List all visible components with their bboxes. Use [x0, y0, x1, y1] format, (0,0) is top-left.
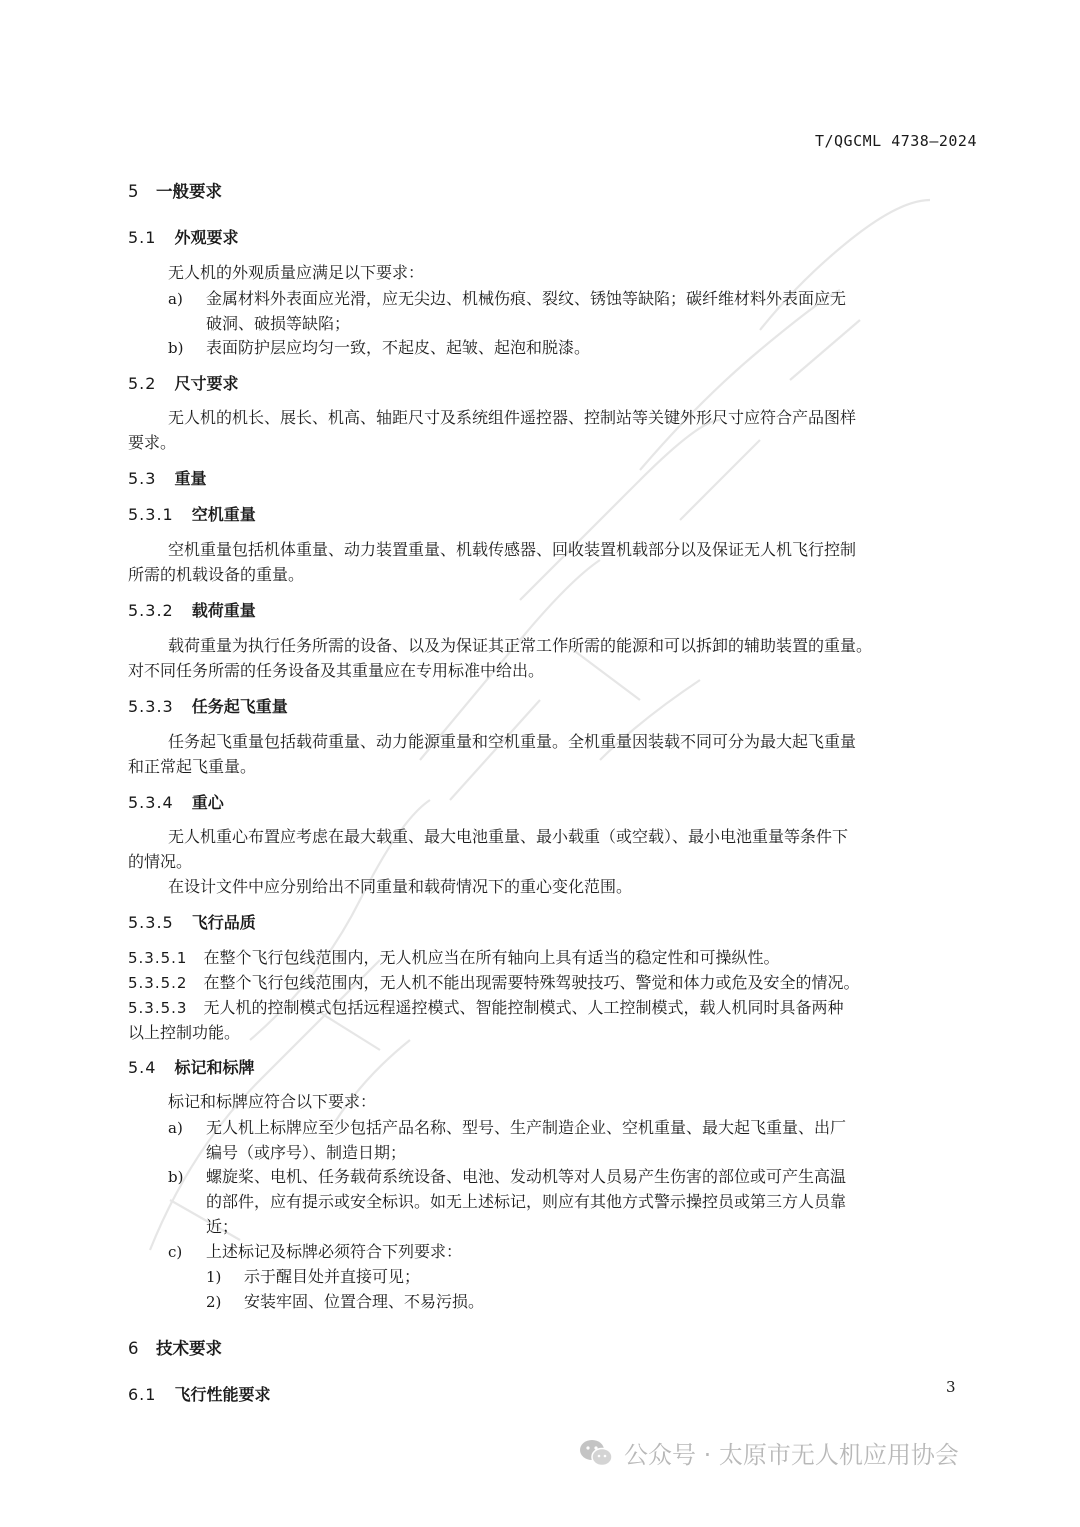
list-text: 无人机上标牌应至少包括产品名称、型号、生产制造企业、空机重量、最大起飞重量、出厂: [206, 1118, 847, 1137]
list-text-continued: 编号（或序号）、制造日期；: [206, 1143, 407, 1162]
list-marker: 1): [206, 1268, 222, 1286]
section-title: 技术要求: [156, 1339, 222, 1358]
list-item: [168, 1164, 846, 1187]
list-text: 表面防护层应均匀一致，不起皮、起皱、起泡和脱漆。: [206, 338, 591, 357]
list-text-continued: 的部件，应有提示或安全标识。如无上述标记，则应有其他方式警示操控员或第三方人员靠: [206, 1192, 847, 1211]
section-title: 飞行性能要求: [174, 1385, 271, 1404]
section-title: 一般要求: [156, 182, 222, 201]
section-title: 任务起飞重量: [191, 697, 288, 716]
list-marker: a): [168, 290, 183, 308]
section-5-3-5-heading: [128, 910, 256, 933]
section-6-heading: [128, 1335, 222, 1359]
clause-number: 5.3.5.3: [128, 999, 188, 1017]
page-number: 3: [946, 1378, 956, 1396]
section-5-2-heading: [128, 371, 238, 394]
footer-brand-text: 公众号 · 太原市无人机应用协会: [624, 1441, 959, 1469]
section-title: 重量: [174, 469, 207, 488]
clause: [128, 995, 844, 1018]
section-title: 飞行品质: [191, 913, 256, 932]
paragraph: 无人机重心布置应考虑在最大载重、最大电池重量、最小载重（或空载）、最小电池重量等条件下: [168, 827, 849, 846]
clause-number: 5.3.5.1: [128, 949, 188, 967]
section-5-3-heading: [128, 466, 206, 489]
paragraph-continued: 要求。: [128, 433, 177, 452]
clause-number: 5.3.5.2: [128, 974, 188, 992]
clause-continued: 以上控制功能。: [128, 1023, 241, 1042]
section-number: 5.3.1: [128, 505, 174, 524]
section-number: 5.3.5: [128, 913, 174, 932]
list-text: 上述标记及标牌必须符合下列要求：: [206, 1242, 463, 1261]
section-number: 5.3.4: [128, 793, 174, 812]
section-number: 5.2: [128, 374, 157, 393]
section-number: 5.3.2: [128, 601, 174, 620]
list-marker: b): [168, 1168, 184, 1186]
section-number: 6: [128, 1339, 140, 1358]
list-marker: a): [168, 1119, 183, 1137]
section-number: 5.3.3: [128, 697, 174, 716]
list-marker: c): [168, 1243, 183, 1261]
sub-list-item: [206, 1264, 420, 1287]
list-item: [168, 335, 590, 358]
list-marker: b): [168, 339, 184, 357]
sub-list-item: [206, 1289, 484, 1312]
list-item: [168, 286, 846, 309]
section-5-3-4-heading: [128, 790, 224, 813]
paragraph: 载荷重量为执行任务所需的设备、以及为保证其正常工作所需的能源和可以拆卸的辅助装置的重量。: [168, 636, 873, 655]
paragraph: 任务起飞重量包括载荷重量、动力能源重量和空机重量。全机重量因装载不同可分为最大起飞重量: [168, 732, 857, 751]
paragraph-continued: 和正常起飞重量。: [128, 757, 257, 776]
clause: [128, 945, 780, 968]
section-title: 重心: [191, 793, 224, 812]
list-text: 螺旋桨、电机、任务载荷系统设备、电池、发动机等对人员易产生伤害的部位或可产生高温: [206, 1167, 847, 1186]
list-marker: 2): [206, 1293, 222, 1311]
section-title: 尺寸要求: [174, 374, 239, 393]
footer-watermark: [578, 1435, 959, 1470]
section-number: 6.1: [128, 1385, 157, 1404]
paragraph: 在设计文件中应分别给出不同重量和载荷情况下的重心变化范围。: [168, 877, 633, 896]
section-title: 空机重量: [191, 505, 256, 524]
paragraph-continued: 对不同任务所需的任务设备及其重量应在专用标准中给出。: [128, 661, 545, 680]
wechat-icon: [578, 1438, 614, 1468]
section-number: 5.4: [128, 1058, 157, 1077]
section-5-heading: [128, 178, 222, 202]
section-number: 5.1: [128, 228, 157, 247]
clause-text: 在整个飞行包线范围内，无人机应当在所有轴向上具有适当的稳定性和可操纵性。: [203, 948, 780, 967]
list-text-continued: 近；: [206, 1217, 239, 1236]
section-title: 载荷重量: [191, 601, 256, 620]
section-5-3-3-heading: [128, 694, 288, 717]
list-item: [168, 1239, 462, 1262]
standard-code: T/QGCML 4738—2024: [814, 132, 977, 150]
clause-text: 在整个飞行包线范围内，无人机不能出现需要特殊驾驶技巧、警觉和体力或危及安全的情况。: [203, 973, 860, 992]
paragraph: 无人机的机长、展长、机高、轴距尺寸及系统组件遥控器、控制站等关键外形尺寸应符合产品图样: [168, 408, 857, 427]
clause: [128, 970, 860, 993]
section-number: 5.3: [128, 469, 157, 488]
paragraph: 空机重量包括机体重量、动力装置重量、机载传感器、回收装置机载部分以及保证无人机飞行控制: [168, 540, 857, 559]
section-title: 外观要求: [174, 228, 239, 247]
section-5-3-2-heading: [128, 598, 256, 621]
list-item: [168, 1115, 846, 1138]
paragraph: 标记和标牌应符合以下要求：: [168, 1092, 377, 1111]
section-5-3-1-heading: [128, 502, 256, 525]
list-text: 安装牢固、位置合理、不易污损。: [244, 1292, 485, 1311]
list-text: 示于醒目处并直接可见；: [244, 1267, 421, 1286]
section-title: 标记和标牌: [174, 1058, 255, 1077]
section-5-4-heading: [128, 1055, 254, 1078]
section-5-1-heading: [128, 225, 238, 248]
section-6-1-heading: [128, 1382, 270, 1405]
section-number: 5: [128, 182, 140, 201]
paragraph-continued: 所需的机载设备的重量。: [128, 565, 305, 584]
paragraph: 无人机的外观质量应满足以下要求：: [168, 263, 425, 282]
list-text: 金属材料外表面应光滑，应无尖边、机械伤痕、裂纹、锈蚀等缺陷；碳纤维材料外表面应无: [206, 289, 847, 308]
paragraph-continued: 的情况。: [128, 852, 193, 871]
list-text-continued: 破洞、破损等缺陷；: [206, 314, 351, 333]
clause-text: 无人机的控制模式包括远程遥控模式、智能控制模式、人工控制模式，载人机同时具备两种: [203, 998, 844, 1017]
